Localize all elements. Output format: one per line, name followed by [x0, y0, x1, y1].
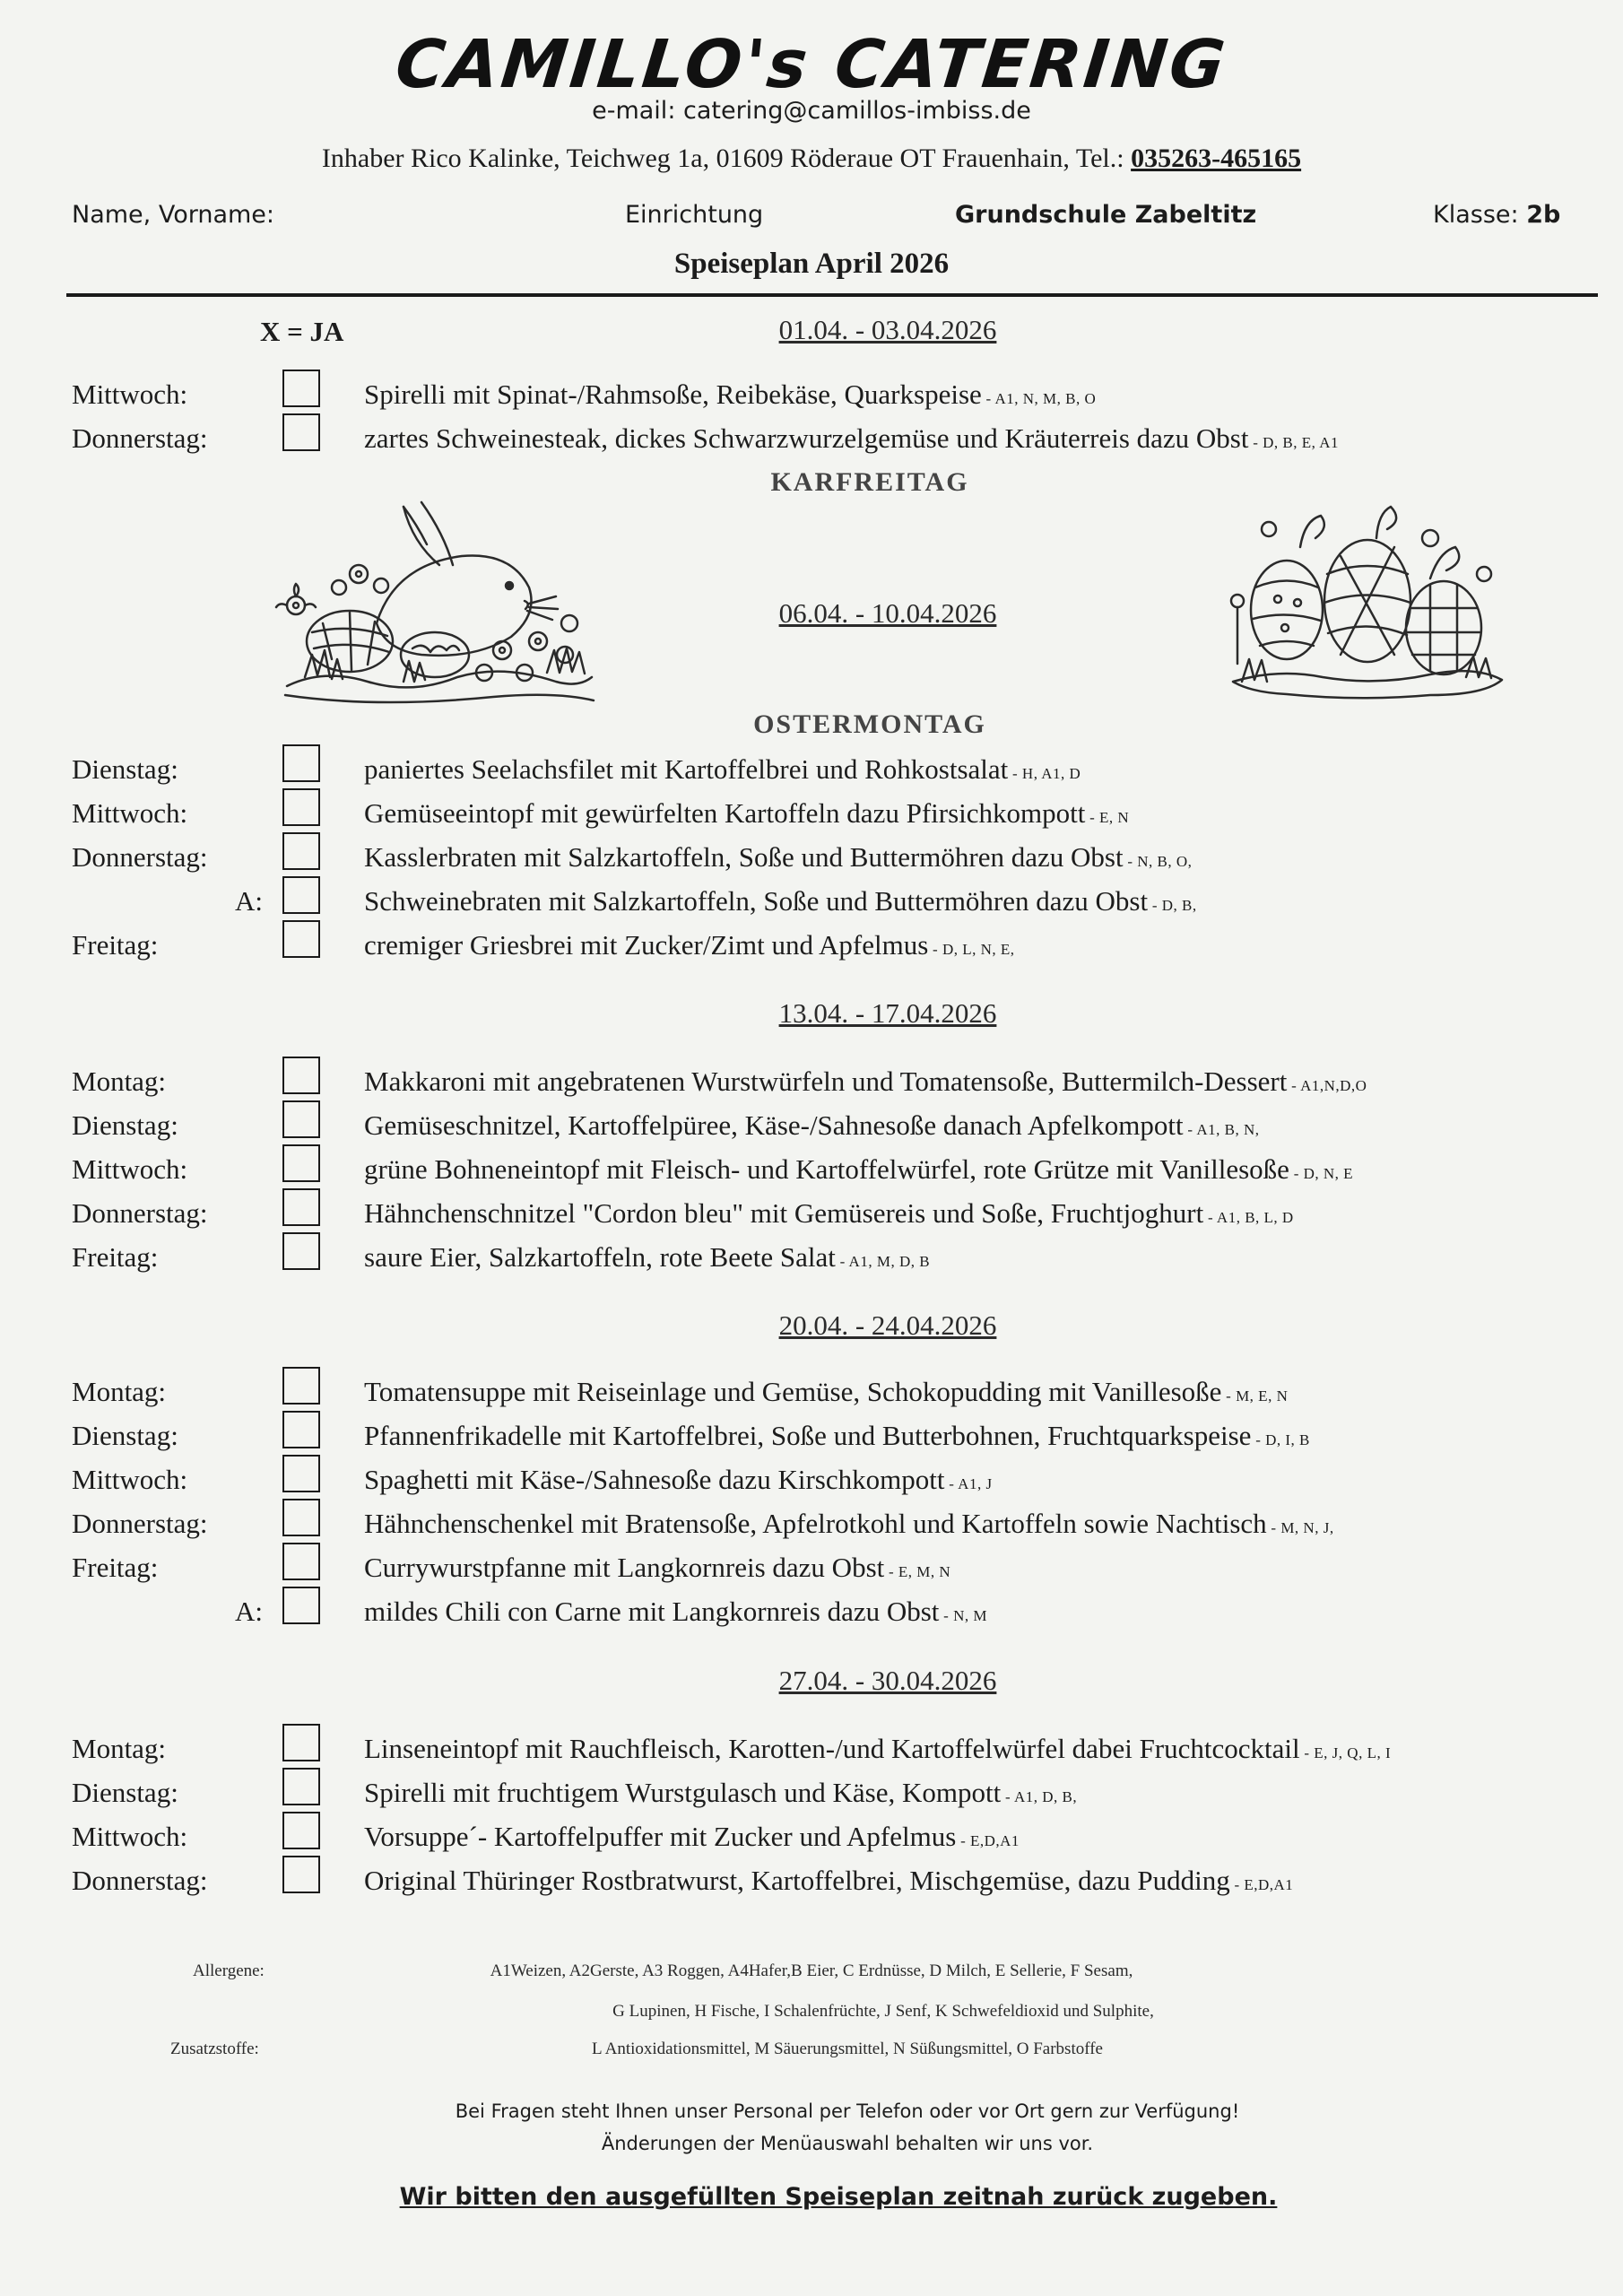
name-label: Name, Vorname: [72, 201, 275, 229]
meal-text: Schweinebraten mit Salzkartoffeln, Soße und Buttermöhren dazu Obst [364, 885, 1149, 917]
day-label: Dienstag: [72, 1777, 178, 1808]
allergens-label: Allergene: [193, 1961, 265, 1980]
class-field [1433, 196, 1560, 235]
meal-item [364, 1548, 950, 1592]
meal-text: Currywurstpfanne mit Langkornreis dazu Obst [364, 1552, 885, 1583]
allergen-codes: - D, L, N, E, [928, 941, 1015, 958]
order-checkbox[interactable] [282, 1411, 320, 1448]
day-label: Mittwoch: [72, 1153, 188, 1185]
day-label: Donnerstag: [72, 841, 208, 873]
class-value: 2b [1526, 201, 1561, 229]
meal-item [364, 1504, 1334, 1548]
day-label: Freitag: [72, 929, 159, 961]
meal-item [364, 375, 1096, 419]
meal-text: Vorsuppe´- Kartoffelpuffer mit Zucker und Apfelmus [364, 1821, 957, 1852]
week-range-1: 01.04. - 03.04.2026 [778, 314, 997, 345]
allergen-codes: - N, B, O, [1123, 853, 1193, 870]
facility-label: Einrichtung [625, 201, 764, 229]
order-checkbox[interactable] [282, 1144, 320, 1182]
additives-label: Zusatzstoffe: [170, 2039, 259, 2058]
day-label: A: [235, 1596, 263, 1627]
allergen-codes: - M, E, N [1221, 1387, 1289, 1405]
day-label: Freitag: [72, 1241, 159, 1273]
order-checkbox[interactable] [282, 920, 320, 958]
day-label: Donnerstag: [72, 1865, 208, 1896]
week-range-5: 27.04. - 30.04.2026 [778, 1665, 997, 1696]
week-range-2: 06.04. - 10.04.2026 [778, 597, 997, 629]
day-label: Montag: [72, 1733, 167, 1764]
meal-item [364, 1861, 1293, 1905]
meal-text: Spaghetti mit Käse-/Sahnesoße dazu Kirschkompott [364, 1464, 945, 1495]
meal-text: Spirelli mit Spinat-/Rahmsoße, Reibekäse, Quarkspeise [364, 378, 982, 410]
meal-text: Hähnchenschenkel mit Bratensoße, Apfelrotkohl und Kartoffeln sowie Nachtisch [364, 1508, 1267, 1539]
meal-text: Kasslerbraten mit Salzkartoffeln, Soße und Buttermöhren dazu Obst [364, 841, 1124, 873]
plan-title: Speiseplan April 2026 [673, 248, 950, 280]
meal-text: Makkaroni mit angebratenen Wurstwürfeln und Tomatensoße, Buttermilch-Dessert [364, 1065, 1288, 1097]
order-checkbox[interactable] [282, 1367, 320, 1405]
day-label: Dienstag: [72, 1420, 178, 1451]
meal-item [364, 794, 1129, 838]
meal-text: saure Eier, Salzkartoffeln, rote Beete Salat [364, 1241, 836, 1273]
order-checkbox[interactable] [282, 1499, 320, 1536]
allergen-codes: - E, J, Q, L, I [1299, 1744, 1392, 1761]
allergen-codes: - A1, M, D, B [835, 1253, 931, 1270]
day-label: Donnerstag: [72, 1197, 208, 1229]
day-label: Mittwoch: [72, 1464, 188, 1495]
meal-item [364, 1416, 1310, 1460]
allergen-codes: - M, N, J, [1266, 1519, 1334, 1536]
order-checkbox[interactable] [282, 1856, 320, 1893]
order-checkbox[interactable] [282, 1455, 320, 1492]
order-checkbox[interactable] [282, 370, 320, 407]
meal-text: cremiger Griesbrei mit Zucker/Zimt und Apfelmus [364, 929, 929, 961]
header-rule [66, 293, 1598, 297]
order-checkbox[interactable] [282, 1100, 320, 1138]
meal-text: Gemüseschnitzel, Kartoffelpüree, Käse-/Sahnesoße danach Apfelkompott [364, 1109, 1184, 1141]
additives-line: L Antioxidationsmittel, M Säuerungsmittel, N Süßungsmittel, O Farbstoffe [592, 2039, 1103, 2058]
order-checkbox[interactable] [282, 744, 320, 782]
order-checkbox[interactable] [282, 876, 320, 914]
day-label: Mittwoch: [72, 797, 188, 829]
allergen-codes: - D, I, B [1251, 1431, 1310, 1448]
meal-text: Hähnchenschnitzel "Cordon bleu" mit Gemüsereis und Soße, Fruchtjoghurt [364, 1197, 1204, 1229]
meal-text: grüne Bohneneintopf mit Fleisch- und Kartoffelwürfel, rote Grütze mit Vanillesoße [364, 1153, 1289, 1185]
allergen-codes: - A1, N, M, B, O [981, 390, 1097, 407]
meal-item [364, 1592, 987, 1636]
changes-note: Änderungen der Menüauswahl behalten wir uns vor. [601, 2133, 1094, 2154]
meal-item [364, 1194, 1294, 1238]
meal-text: paniertes Seelachsfilet mit Kartoffelbrei und Rohkostsalat [364, 753, 1009, 785]
company-address [0, 139, 1623, 178]
day-label: Montag: [72, 1376, 167, 1407]
school-name: Grundschule Zabeltitz [955, 201, 1257, 229]
day-label: Montag: [72, 1065, 167, 1097]
meal-item [364, 419, 1339, 463]
class-label: Klasse: [1433, 201, 1527, 229]
day-label: Donnerstag: [72, 422, 208, 454]
meal-text: zartes Schweinesteak, dickes Schwarzwurzelgemüse und Kräuterreis dazu Obst [364, 422, 1249, 454]
order-checkbox[interactable] [282, 1057, 320, 1094]
meal-item [364, 926, 1015, 970]
company-phone: 035263-465165 [1131, 144, 1302, 173]
order-checkbox[interactable] [282, 832, 320, 870]
day-label: Dienstag: [72, 1109, 178, 1141]
address-text: Inhaber Rico Kalinke, Teichweg 1a, 01609 Röderaue OT Frauenhain, Tel.: [321, 144, 1132, 173]
contact-note: Bei Fragen steht Ihnen unser Personal per Telefon oder vor Ort gern zur Verfügung! [455, 2100, 1240, 2122]
day-label: A: [235, 885, 263, 917]
order-checkbox[interactable] [282, 1232, 320, 1270]
day-label: Mittwoch: [72, 1821, 188, 1852]
meal-item [364, 1817, 1020, 1861]
day-label: Dienstag: [72, 753, 178, 785]
allergen-codes: - D, B, E, A1 [1248, 434, 1339, 451]
day-label: Donnerstag: [72, 1508, 208, 1539]
order-checkbox[interactable] [282, 788, 320, 826]
company-email: e-mail: catering@camillos-imbiss.de [592, 97, 1031, 125]
order-checkbox[interactable] [282, 1724, 320, 1761]
meal-item [364, 1729, 1391, 1773]
holiday-label: KARFREITAG [770, 467, 969, 497]
allergen-codes: - A1,N,D,O [1287, 1077, 1367, 1094]
allergen-codes: - E,D,A1 [956, 1832, 1020, 1849]
week-range-3: 13.04. - 17.04.2026 [778, 997, 997, 1029]
holiday-label: OSTERMONTAG [753, 709, 986, 739]
order-checkbox[interactable] [282, 413, 320, 451]
meal-text: Tomatensuppe mit Reiseinlage und Gemüse, Schokopudding mit Vanillesoße [364, 1376, 1222, 1407]
allergens-line-1: A1Weizen, A2Gerste, A3 Roggen, A4Hafer,B Eier, C Erdnüsse, D Milch, E Sellerie, F Sesam, [490, 1961, 1133, 1980]
allergen-codes: - D, B, [1148, 897, 1197, 914]
meal-item [364, 882, 1197, 926]
day-label: Freitag: [72, 1552, 159, 1583]
order-checkbox[interactable] [282, 1188, 320, 1226]
allergen-codes: - N, M [939, 1607, 987, 1624]
meal-item [364, 1460, 993, 1504]
allergen-codes: - A1, D, B, [1001, 1788, 1078, 1805]
allergen-codes: - D, N, E [1289, 1165, 1354, 1182]
allergen-codes: - H, A1, D [1008, 765, 1081, 782]
meal-text: Original Thüringer Rostbratwurst, Kartoffelbrei, Mischgemüse, dazu Pudding [364, 1865, 1230, 1896]
meal-item [364, 1150, 1353, 1194]
allergen-codes: - A1, B, L, D [1203, 1209, 1294, 1226]
order-checkbox[interactable] [282, 1768, 320, 1805]
meal-item [364, 1238, 930, 1282]
meal-item [364, 750, 1081, 794]
meal-item [364, 1062, 1367, 1106]
meal-text: Spirelli mit fruchtigem Wurstgulasch und Käse, Kompott [364, 1777, 1002, 1808]
order-checkbox[interactable] [282, 1543, 320, 1580]
allergen-codes: - A1, B, N, [1183, 1121, 1260, 1138]
checkbox-legend: X = JA [260, 316, 344, 347]
order-checkbox[interactable] [282, 1587, 320, 1624]
allergen-codes: - E, M, N [884, 1563, 951, 1580]
return-request: Wir bitten den ausgefüllten Speiseplan zeitnah zurück zugeben. [399, 2183, 1278, 2211]
allergens-line-2: G Lupinen, H Fische, I Schalenfrüchte, J Senf, K Schwefeldioxid und Sulphite, [612, 2002, 1154, 2021]
allergen-codes: - A1, J [944, 1475, 993, 1492]
meal-text: Linseneintopf mit Rauchfleisch, Karotten-/und Kartoffelwürfel dabei Fruchtcocktail [364, 1733, 1300, 1764]
meal-item [364, 1773, 1077, 1817]
company-logo: CAMILLO's CATERING [392, 26, 1231, 103]
order-checkbox[interactable] [282, 1812, 320, 1849]
meal-item [364, 838, 1192, 882]
meal-text: mildes Chili con Carne mit Langkornreis dazu Obst [364, 1596, 940, 1627]
meal-item [364, 1372, 1288, 1416]
week-range-4: 20.04. - 24.04.2026 [778, 1309, 997, 1341]
allergen-codes: - E,D,A1 [1229, 1876, 1294, 1893]
meal-item [364, 1106, 1260, 1150]
meal-text: Gemüseeintopf mit gewürfelten Kartoffeln dazu Pfirsichkompott [364, 797, 1086, 829]
day-label: Mittwoch: [72, 378, 188, 410]
allergen-codes: - E, N [1085, 809, 1130, 826]
meal-text: Pfannenfrikadelle mit Kartoffelbrei, Soße und Butterbohnen, Fruchtquarkspeise [364, 1420, 1252, 1451]
